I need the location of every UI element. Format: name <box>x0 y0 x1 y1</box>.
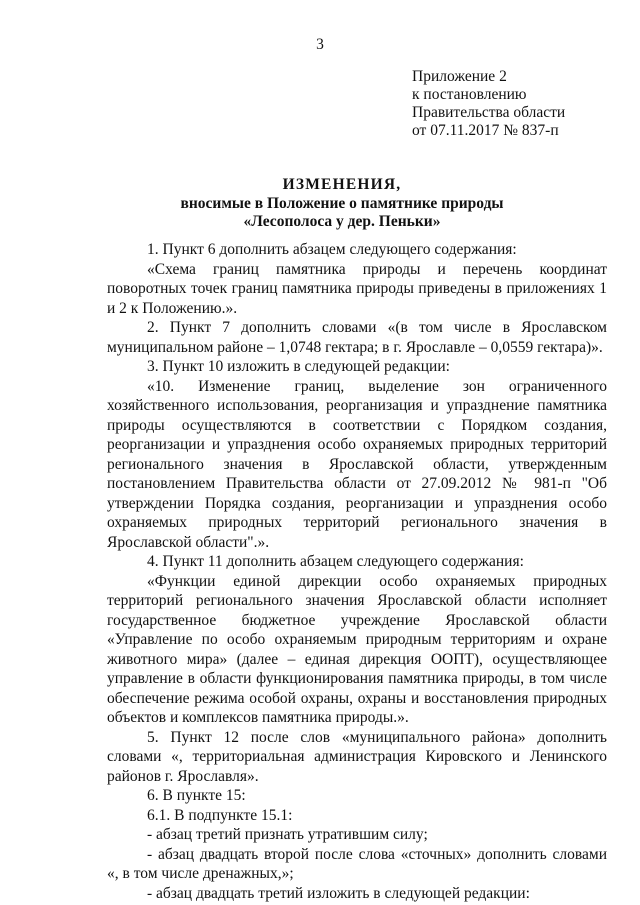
paragraph: «10. Изменение границ, выделение зон ограниченного хозяйственного использования, реорганизация и упразднение памятника природы осуществляются в соответствии с Порядком создания, реорганизации и упразднения особо охраняемых природных территорий регионального значения в Ярославской области, утвержденным постановлением Правительства области от 27.09.2012 № 981-п "Об утверждении Порядка создания, реорганизации и упразднения особо охраняемых природных территорий регионального значения в Ярославской области".». <box>107 377 607 551</box>
paragraph: «Функции единой дирекции особо охраняемых природных территорий регионального значения Ярославской области исполняет государственное бюджетное учреждение Ярославской области «Управление по особо охраняемым природным территориям и охране животного мира» (далее – единая дирекция ООПТ), осуществляющее управление в области функционирования памятника природы, в том числе обеспечение режима особой охраны, охраны и восстановления природных объектов и комплексов памятника природы.». <box>107 572 607 726</box>
title-line: вносимые в Положение о памятнике природы <box>180 194 504 212</box>
appendix-header <box>412 68 565 140</box>
paragraph: 3. Пункт 10 изложить в следующей редакции: <box>147 358 450 375</box>
appendix-line: к постановлению <box>412 86 527 103</box>
paragraph: 2. Пункт 7 дополнить словами «(в том числе в Ярославском муниципальном районе – 1,0748 гектара; в г. Ярославле – 0,0559 гектара)». <box>107 319 607 356</box>
paragraph: 1. Пункт 6 дополнить абзацем следующего содержания: <box>147 241 517 258</box>
document-title <box>92 176 592 232</box>
appendix-line: Приложение 2 <box>412 68 507 85</box>
paragraph: «Схема границ памятника природы и перечень координат поворотных точек границ памятника природы приведены в приложениях 1 и 2 к Положению.». <box>107 260 607 317</box>
paragraph: - абзац двадцать второй после слова «сточных» дополнить словами «, в том числе дренажных,»; <box>107 845 607 882</box>
title-line: «Лесополоса у дер. Пеньки» <box>243 213 441 230</box>
appendix-line: от 07.11.2017 № 837-п <box>412 122 559 139</box>
title-line: ИЗМЕНЕНИЯ, <box>282 176 402 193</box>
paragraph: 6. В пункте 15: <box>147 787 246 804</box>
appendix-line: Правительства области <box>412 104 566 121</box>
paragraph: - абзац двадцать третий изложить в следующей редакции: <box>147 884 530 902</box>
paragraph: - абзац третий признать утратившим силу; <box>147 826 428 843</box>
paragraph: 5. Пункт 12 после слов «муниципального района» дополнить словами «, территориальная администрация Кировского и Ленинского районов г. Ярославля». <box>107 728 607 785</box>
document-body <box>107 240 607 903</box>
paragraph: 4. Пункт 11 дополнить абзацем следующего содержания: <box>147 553 524 570</box>
paragraph: 6.1. В подпункте 15.1: <box>147 806 293 824</box>
page-number: 3 <box>316 36 324 53</box>
